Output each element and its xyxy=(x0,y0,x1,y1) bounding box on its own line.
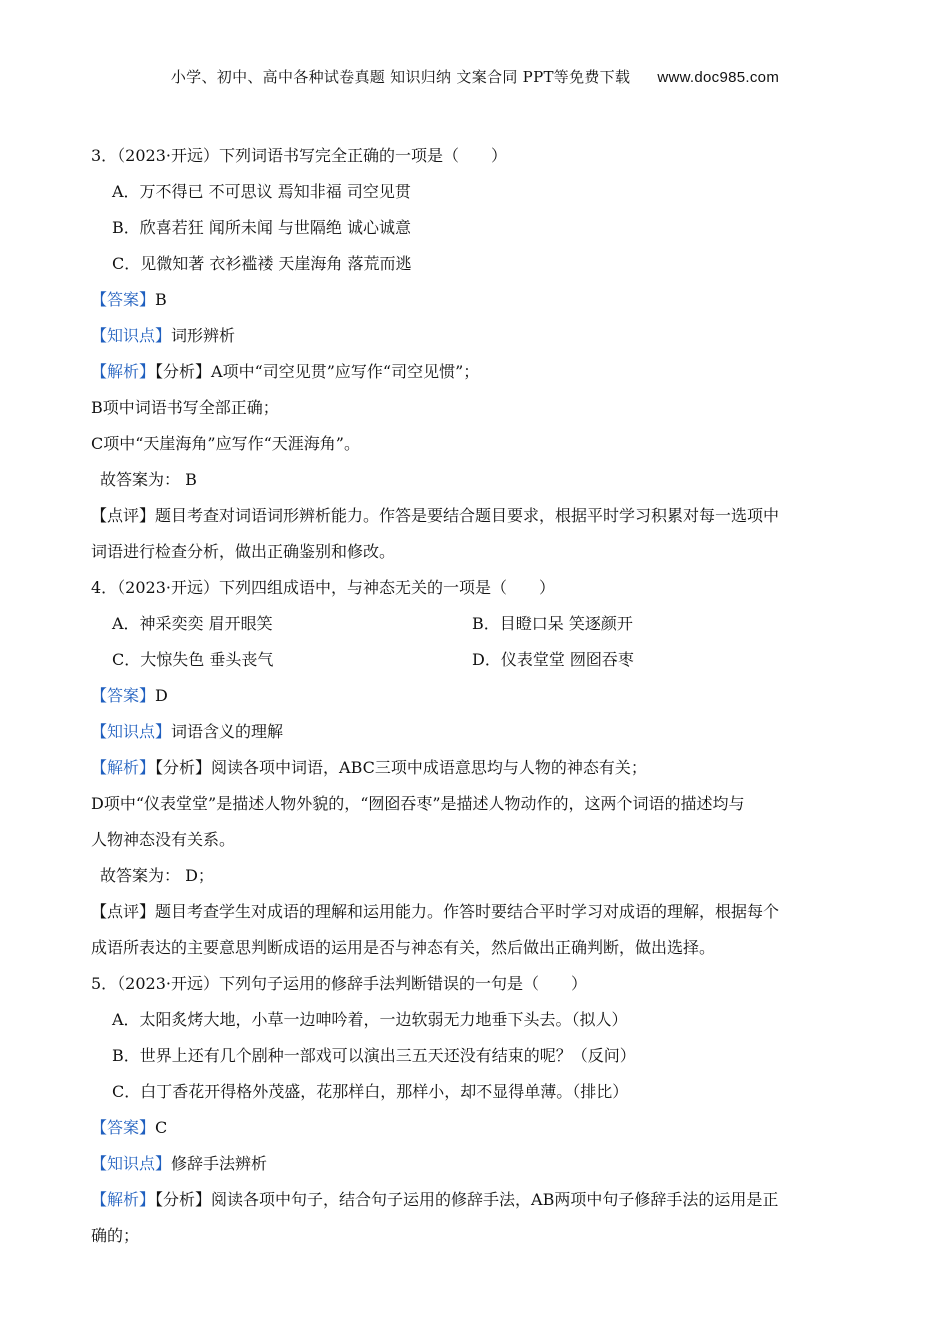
q5-analysis-line2: 确的； xyxy=(91,1226,140,1245)
review-tag: 【点评】 xyxy=(91,902,156,921)
q4-option-a: A．神采奕奕 眉开眼笑 xyxy=(112,614,273,633)
q4-option-c: C．大惊失色 垂头丧气 xyxy=(112,650,274,669)
q3-review-line2: 词语进行检查分析，做出正确鉴别和修改。 xyxy=(91,542,396,561)
kp-value: 修辞手法辨析 xyxy=(171,1154,268,1173)
page-header xyxy=(0,66,950,87)
q3-review xyxy=(91,501,861,537)
answer-value: C xyxy=(155,1118,168,1137)
kp-tag: 【知识点】 xyxy=(91,326,172,345)
q4-knowledge-point xyxy=(91,717,861,753)
q5-stem: 5．（2023·开远）下列句子运用的修辞手法判断错误的一句是（ ） xyxy=(91,974,587,993)
review-text: 题目考查学生对成语的理解和运用能力。作答时要结合平时学习对成语的理解，根据每个 xyxy=(155,902,780,921)
analysis-text: 【分析】阅读各项中句子，结合句子运用的修辞手法，AB两项中句子修辞手法的运用是正 xyxy=(155,1190,779,1209)
q3-stem: 3．（2023·开远）下列词语书写完全正确的一项是（ ） xyxy=(91,146,507,165)
q3-final-answer: 故答案为： B xyxy=(100,470,197,489)
q4-review xyxy=(91,897,861,933)
analysis-tag: 【解析】 xyxy=(91,758,156,777)
q4-answer xyxy=(91,681,861,717)
q3-knowledge-point xyxy=(91,321,861,357)
kp-tag: 【知识点】 xyxy=(91,1154,172,1173)
review-tag: 【点评】 xyxy=(91,506,156,525)
q5-option-a: A．太阳炙烤大地，小草一边呻吟着，一边软弱无力地垂下头去。（拟人） xyxy=(112,1010,628,1029)
document-body xyxy=(91,141,861,1257)
analysis-tag: 【解析】 xyxy=(91,1190,156,1209)
q3-option-b: B．欣喜若狂 闻所未闻 与世隔绝 诚心诚意 xyxy=(112,218,412,237)
analysis-tag: 【解析】 xyxy=(91,362,156,381)
q4-analysis-line2: D项中“仪表堂堂”是描述人物外貌的，“囫囵吞枣”是描述人物动作的，这两个词语的描述均与 xyxy=(91,794,745,813)
analysis-text: 【分析】A项中“司空见贯”应写作“司空见惯”； xyxy=(155,362,480,381)
q5-option-b: B．世界上还有几个剧种一部戏可以演出三五天还没有结束的呢？（反问） xyxy=(112,1046,636,1065)
answer-tag: 【答案】 xyxy=(91,686,156,705)
q4-stem: 4．（2023·开远）下列四组成语中，与神态无关的一项是（ ） xyxy=(91,578,555,597)
q4-review-line2: 成语所表达的主要意思判断成语的运用是否与神态有关，然后做出正确判断，做出选择。 xyxy=(91,938,716,957)
q3-option-c: C．见微知著 衣衫褴褛 天崖海角 落荒而逃 xyxy=(112,254,412,273)
q3-option-a: A．万不得已 不可思议 焉知非福 司空见贯 xyxy=(112,182,411,201)
kp-value: 词形辨析 xyxy=(171,326,236,345)
q4-analysis xyxy=(91,753,861,789)
q5-answer xyxy=(91,1113,861,1149)
kp-tag: 【知识点】 xyxy=(91,722,172,741)
q5-knowledge-point xyxy=(91,1149,861,1185)
q5-analysis xyxy=(91,1185,861,1221)
review-text: 题目考查对词语词形辨析能力。作答是要结合题目要求，根据平时学习积累对每一选项中 xyxy=(155,506,780,525)
header-url[interactable]: www.doc985.com xyxy=(657,69,780,86)
q3-answer xyxy=(91,285,861,321)
q3-analysis xyxy=(91,357,861,393)
q3-analysis-line3: C项中“天崖海角”应写作“天涯海角”。 xyxy=(91,434,360,453)
answer-value: B xyxy=(155,290,167,309)
answer-value: D xyxy=(155,686,168,705)
q5-option-c: C．白丁香花开得格外茂盛，花那样白，那样小，却不显得单薄。（排比） xyxy=(112,1082,629,1101)
q4-option-d: D．仪表堂堂 囫囵吞枣 xyxy=(472,650,634,669)
q4-analysis-line3: 人物神态没有关系。 xyxy=(91,830,236,849)
q4-final-answer: 故答案为： D； xyxy=(100,866,214,885)
analysis-text: 【分析】阅读各项中词语，ABC三项中成语意思均与人物的神态有关； xyxy=(155,758,647,777)
header-text: 小学、初中、高中各种试卷真题 知识归纳 文案合同 PPT等免费下载 xyxy=(170,68,631,86)
q3-analysis-line2: B项中词语书写全部正确； xyxy=(91,398,279,417)
q4-options-row1 xyxy=(91,609,861,645)
q4-option-b: B．目瞪口呆 笑逐颜开 xyxy=(472,614,633,633)
kp-value: 词语含义的理解 xyxy=(171,722,284,741)
answer-tag: 【答案】 xyxy=(91,1118,156,1137)
answer-tag: 【答案】 xyxy=(91,290,156,309)
q4-options-row2 xyxy=(91,645,861,681)
